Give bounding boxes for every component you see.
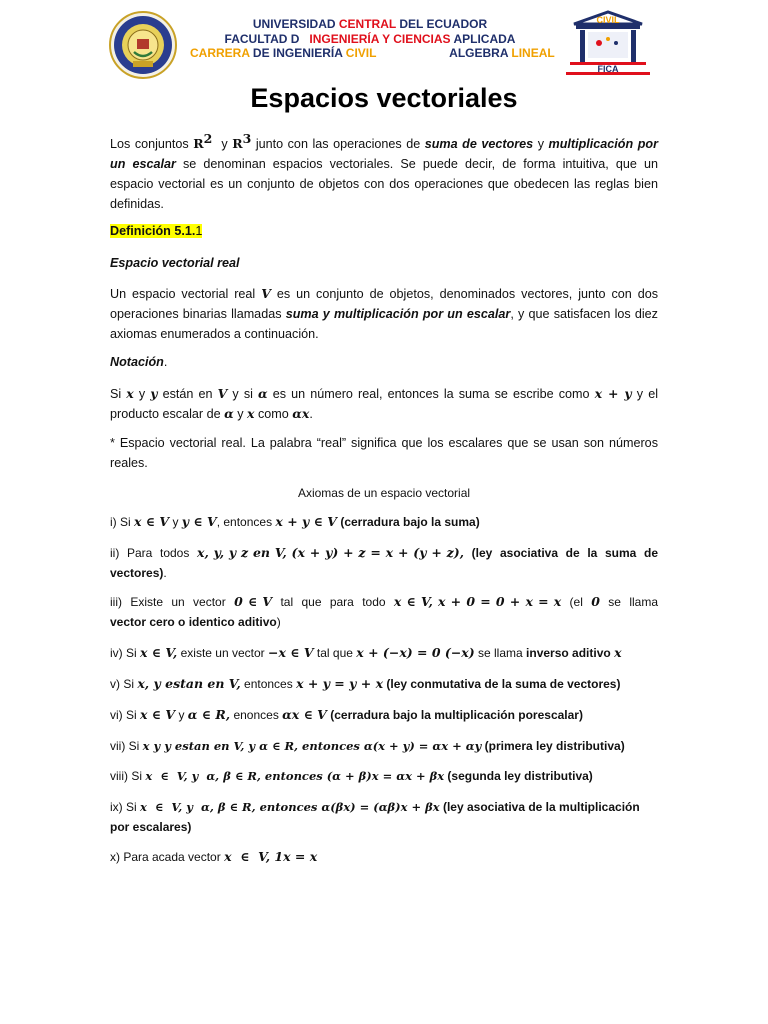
axiom-3: iii) Existe un vector 0 ∈ V tal que para todo x ∈ V, x + 0 = 0 + x = x (el 0 se llama vector cero o identico aditivo)	[110, 594, 665, 629]
intro-paragraph: Los conjuntos $R^2$ y $R^3$ junto con las operaciones de suma de vectores y multiplicación por un escalar se denominan espacios vectoriales. Se puede decir, de forma intuitiva, que un espacio vectorial es un conjunto de objetos con dos operaciones que obedecen las reglas bien definidas.	[110, 130, 658, 211]
notation-paragraph: Si x y y están en V y si α es un número real, entonces la suma se escribe como x + y y el producto escalar de α y x como αx.	[110, 386, 658, 421]
definition-label: Definición 5.1.1	[110, 224, 203, 238]
axioms-title: Axiomas de un espacio vectorial	[297, 486, 471, 500]
axiom-1: i) Si x ∈ V y y ∈ V, entonces x + y ∈ V (cerradura bajo la suma)	[110, 514, 480, 529]
logo-civil-label: CIVIL	[596, 15, 620, 25]
notation-label: Notación.	[110, 355, 168, 369]
logo-fica-label: FICA	[597, 64, 619, 74]
axiom-9: ix) Si x ∈ V, y α, β ∈ R, entonces α(βx) = (αβ)x + βx (ley asociativa de la multiplicación por escalares)	[110, 800, 640, 834]
header-line-3: CARRERA DE INGENIERÍA CIVIL ALGEBRA LINEAL	[190, 46, 555, 60]
fica-civil-building-logo-icon	[560, 10, 656, 78]
header-line-1: UNIVERSIDAD CENTRAL DEL ECUADOR	[252, 17, 488, 31]
axiom-8: viii) Si x ∈ V, y α, β ∈ R, entonces (α + β)x = αx + βx (segunda ley distributiva)	[110, 769, 593, 783]
axiom-5: v) Si x, y estan en V, entonces x + y = y + x (ley conmutativa de la suma de vectores)	[110, 676, 621, 691]
institution-header	[190, 17, 555, 61]
page-title: Espacios vectoriales	[250, 83, 518, 113]
definition-paragraph: Un espacio vectorial real V es un conjunto de objetos, denominados vectores, junto con dos operaciones binarias llamadas suma y multiplicación por un escalar, y que satisfacen los diez axiomas enumerados a continuación.	[110, 286, 658, 341]
axiom-7: vii) Si x y y estan en V, y α ∈ R, entonces α(x + y) = αx + αy (primera ley distributiva)	[110, 739, 625, 753]
axiom-10: x) Para acada vector x ∈ V, 1x = x	[110, 849, 318, 864]
real-note-paragraph: * Espacio vectorial real. La palabra “real” significa que los escalares que se usan son números reales.	[110, 436, 658, 470]
section-subtitle: Espacio vectorial real	[110, 256, 240, 270]
axiom-4: iv) Si x ∈ V, existe un vector −x ∈ V tal que x + (−x) = 0 (−x) se llama inverso aditivo x	[110, 645, 622, 660]
axiom-2: ii) Para todos x, y, y z en V, (x + y) + z = x + (y + z), (ley asociativa de la suma de vectores).	[110, 545, 662, 580]
header-line-2: FACULTAD D INGENIERÍA Y CIENCIAS APLICADA	[224, 31, 516, 46]
axiom-6: vi) Si x ∈ V y α ∈ R, enonces αx ∈ V (cerradura bajo la multiplicación porescalar)	[110, 707, 583, 722]
university-seal-logo-icon	[108, 10, 178, 80]
